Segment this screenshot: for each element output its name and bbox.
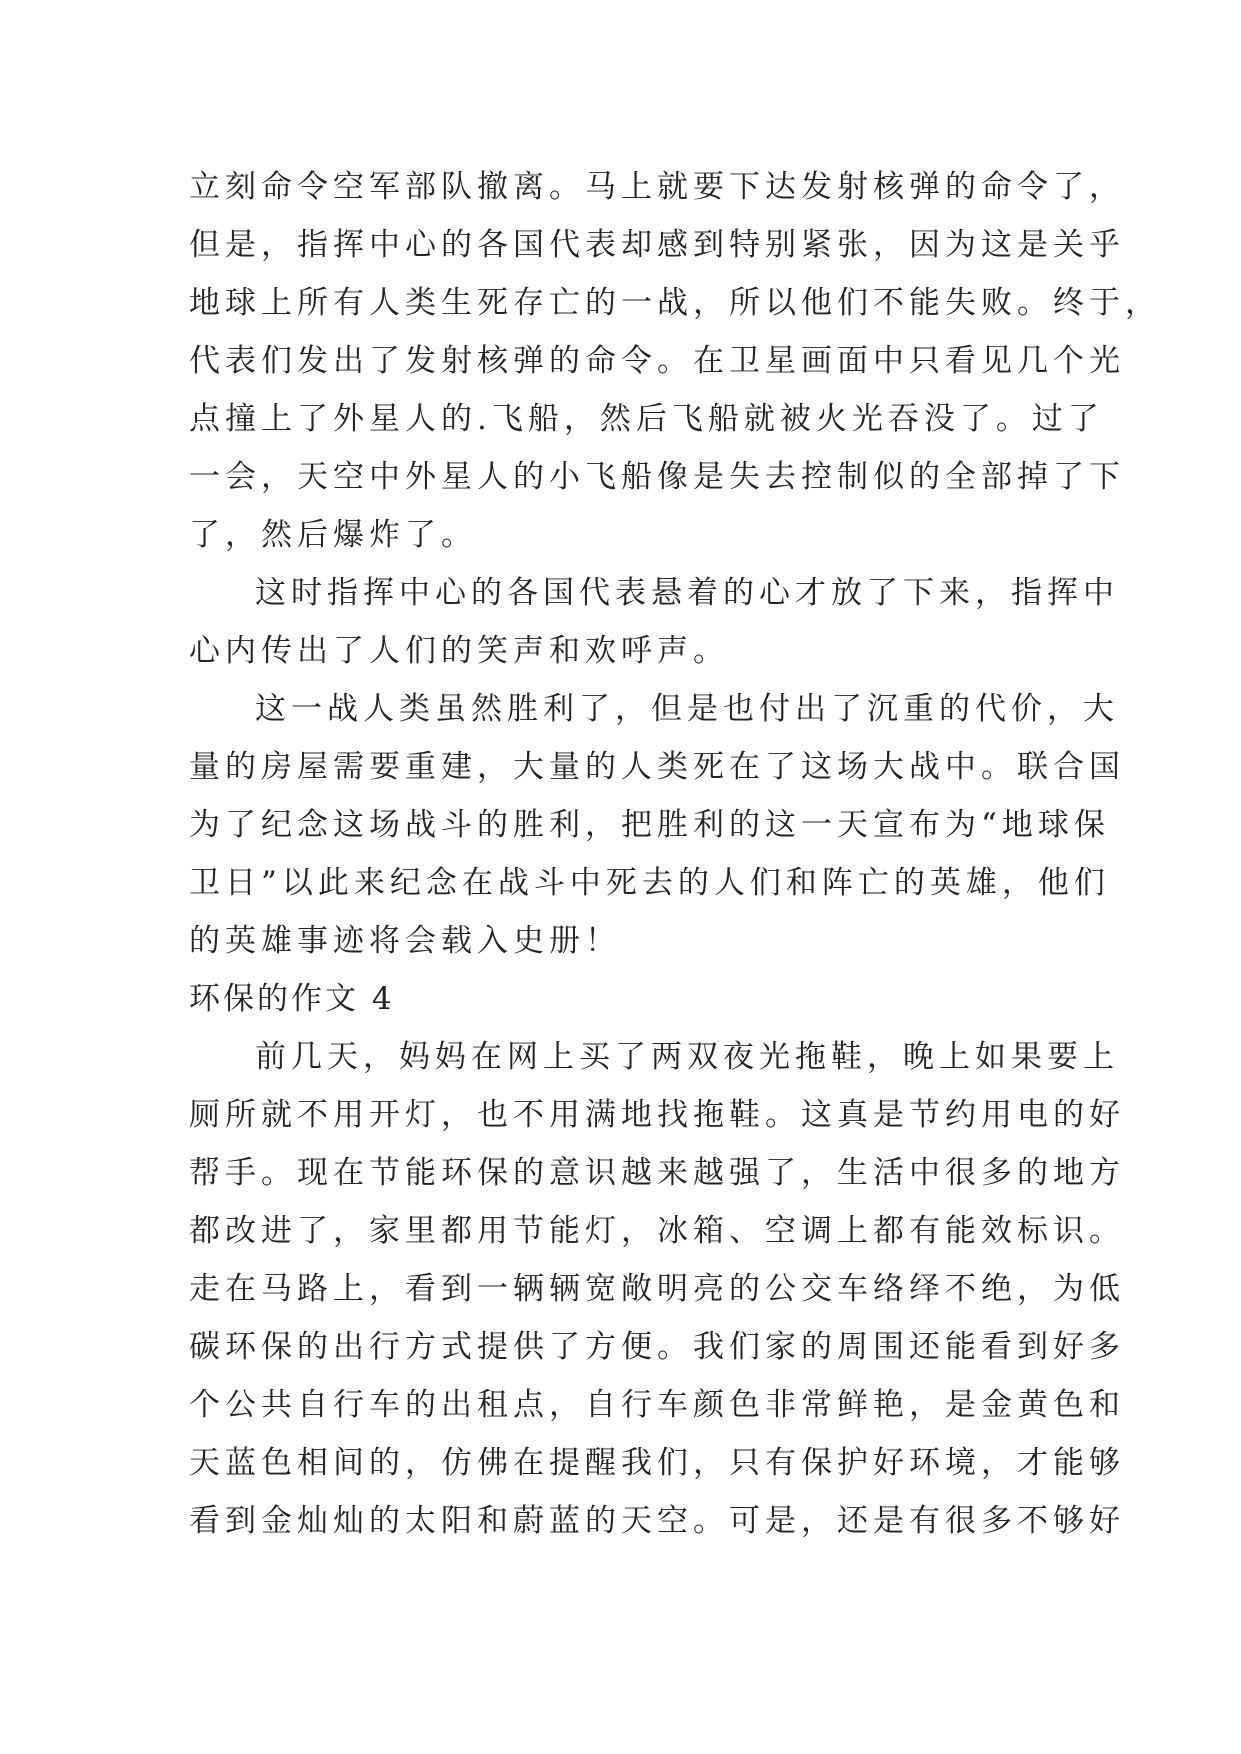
text-line: 看到金灿灿的太阳和蔚蓝的天空。可是，还是有很多不够好: [189, 1503, 1125, 1539]
text-line: 的英雄事迹将会载入史册！: [189, 923, 621, 959]
text-line: 走在马路上，看到一辆辆宽敞明亮的公交车络绎不绝，为低: [189, 1271, 1125, 1307]
text-line: 这一战人类虽然胜利了，但是也付出了沉重的代价，大: [255, 691, 1119, 727]
text-line: 碳环保的出行方式提供了方便。我们家的周围还能看到好多: [189, 1329, 1125, 1365]
text-line: 但是，指挥中心的各国代表却感到特别紧张，因为这是关乎: [189, 227, 1125, 263]
text-line: 厕所就不用开灯，也不用满地找拖鞋。这真是节约用电的好: [189, 1097, 1125, 1133]
text-line: 这时指挥中心的各国代表悬着的心才放了下来，指挥中: [255, 575, 1119, 611]
text-line: 都改进了，家里都用节能灯，冰箱、空调上都有能效标识。: [189, 1213, 1125, 1249]
text-line: 前几天，妈妈在网上买了两双夜光拖鞋，晚上如果要上: [255, 1039, 1119, 1075]
text-line: 一会，天空中外星人的小飞船像是失去控制似的全部掉了下: [189, 459, 1125, 495]
text-line: 量的房屋需要重建，大量的人类死在了这场大战中。联合国: [189, 749, 1125, 785]
text-line: 个公共自行车的出租点，自行车颜色非常鲜艳，是金黄色和: [189, 1387, 1125, 1423]
document-body: [189, 158, 1161, 1550]
text-line: 天蓝色相间的，仿佛在提醒我们，只有保护好环境，才能够: [189, 1445, 1125, 1481]
text-line: 心内传出了人们的笑声和欢呼声。: [189, 633, 729, 669]
paragraph: [189, 564, 1119, 680]
paragraph-continuation: [189, 158, 1161, 564]
paragraph: [189, 1028, 1125, 1550]
text-line: 卫日”以此来纪念在战斗中死去的人们和阵亡的英雄，他们: [189, 865, 1110, 901]
text-line: 立刻命令空军部队撤离。马上就要下达发射核弹的命令了，: [189, 169, 1125, 205]
section-heading: 环保的作文 4: [189, 981, 395, 1017]
paragraph: [189, 680, 1125, 970]
text-line: 点撞上了外星人的.飞船，然后飞船就被火光吞没了。过了: [189, 401, 1104, 437]
text-line: 帮手。现在节能环保的意识越来越强了，生活中很多的地方: [189, 1155, 1125, 1191]
text-line: 代表们发出了发射核弹的命令。在卫星画面中只看见几个光: [189, 343, 1125, 379]
text-line: 了，然后爆炸了。: [189, 517, 477, 553]
text-line: 为了纪念这场战斗的胜利，把胜利的这一天宣布为“地球保: [189, 807, 1110, 843]
text-line: 地球上所有人类生死存亡的一战，所以他们不能失败。终于，: [189, 285, 1161, 321]
